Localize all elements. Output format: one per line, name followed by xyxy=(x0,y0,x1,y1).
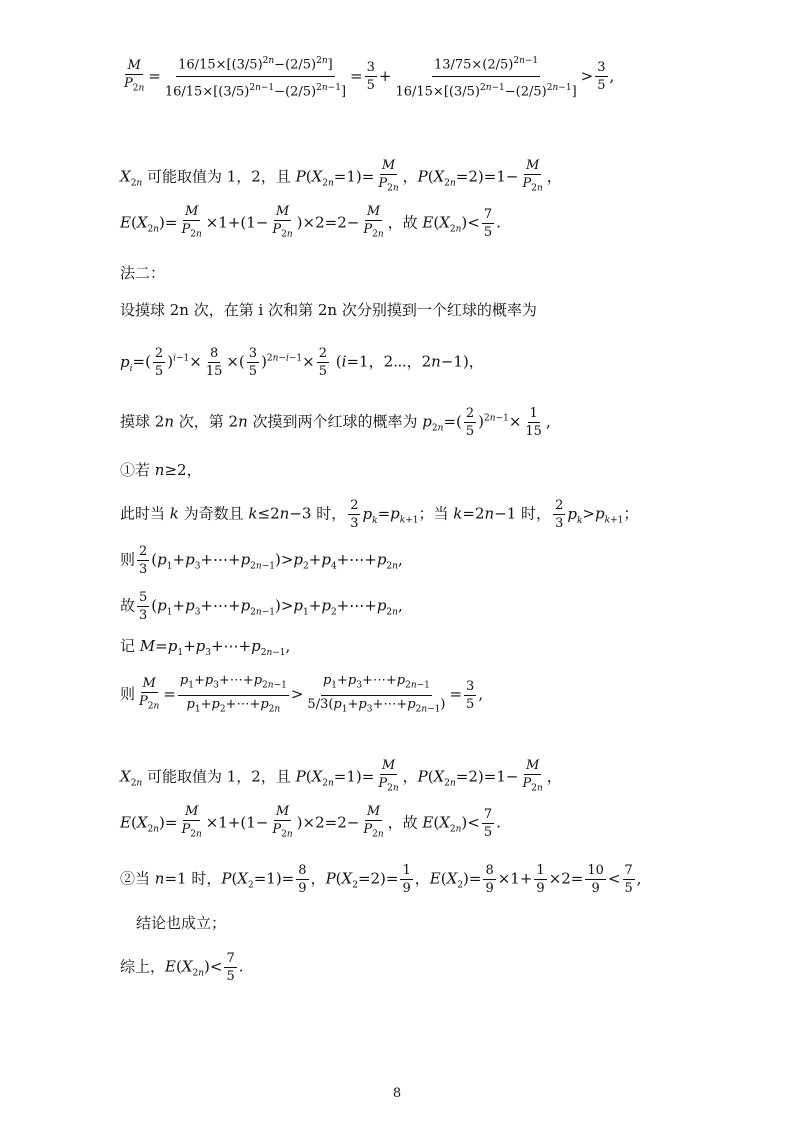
fraction: $\frac{M}{P_{2n}}$ xyxy=(139,675,160,712)
text-line-3: $E(X_{2n})=$ $\frac{M}{P_{2n}}$ ×1+(1− $\frac{M}{P_{2n}}$ )×2=2− $\frac{M}{P_{2n}}$ ，故 $E(X_{2n})<$ $\frac{7}{5}$ . xyxy=(120,203,501,244)
fraction: $\frac{M}{P_{2n}}$ xyxy=(272,804,293,840)
fraction: $\frac{p_1+p_3+\cdots+p_{2n-1}}{5/3(p_1+p_3+\cdots+p_{2n-1})}$ xyxy=(307,673,446,715)
page-number: 8 xyxy=(392,1086,402,1101)
fraction: $\frac{13/75\times(2/5)^{2n-1}}{16/15\times[(3/5)^{2n-1}-(2/5)^{2n-1}]}$ xyxy=(393,50,578,104)
fraction: $\frac{2}{5}$ xyxy=(465,406,475,439)
fraction: $\frac{2}{5}$ xyxy=(154,346,164,379)
fraction: $\frac{16/15\times[(3/5)^{2n}-(2/5)^{2n}]}{16/15\times[(3/5)^{2n-1}-(2/5)^{2n-1}]}$ xyxy=(163,50,348,104)
fraction: $\frac{M}{P_{2n}}$ xyxy=(378,158,399,194)
fraction: $\frac{7}{5}$ xyxy=(483,806,493,840)
text-line-5: 设摸球 2n 次，在第 i 次和第 2n 次分别摸到一个红球的概率为 xyxy=(120,301,537,319)
fraction: $\frac{M}{P_{2n}}$ xyxy=(181,204,202,240)
case-two-line: ②当 n=1 时，$P(X_2=1)=$ $\frac{8}{9}$ ，$P(X_2=2)=$ $\frac{1}{9}$ ，$E(X_2)=$ $\frac{8}{9}$ ×1+ $\frac{1}{9}$ ×2= $\frac{10}{9}$ < $\frac{7}{5}$ , xyxy=(120,863,642,896)
equation-line-1: $\frac{M}{P_{2n}}$ = $\frac{16/15\times[(3/5)^{2n}-(2/5)^{2n}]}{16/15\times[(3/5)^{2n-1}-(2/5)^{2n-1}]}$ = $\frac{3}{5}$ + $\frac{13/75\times(2/5)^{2n-1}}{16/15\times[(3/5)^{2n-1}-(2/5)^{2n-1}]}$ > $\frac{3}{5}$ , xyxy=(120,50,614,104)
fraction: $\frac{1}{15}$ xyxy=(525,406,542,439)
text-line-11: 故 $\frac{5}{3}$ $(p_1+p_3+\cdots+p_{2n-1})>p_1+p_2+\cdots+p_{2n}$, xyxy=(120,590,403,623)
fraction: $\frac{8}{9}$ xyxy=(485,863,494,896)
fraction: $\frac{M}{P_{2n}}$ xyxy=(378,758,399,794)
fraction: $\frac{M}{P_{2n}}$ xyxy=(181,804,202,840)
text-line-9: 此时当 k 为奇数且 k≤2n−3 时， $\frac{2}{3}$ $p_k=p_{k+1}$；当 k=2n−1 时， $\frac{2}{3}$ $p_k>p_{k+1}$； xyxy=(120,498,639,531)
fraction: $\frac{1}{9}$ xyxy=(402,863,411,896)
equation-line-13: 则 $\frac{M}{P_{2n}}$ = $\frac{p_1+p_3+\cdots+p_{2n-1}}{p_1+p_2+\cdots+p_{2n}}$ > $\frac{p_1+p_3+\cdots+p_{2n-1}}{5/3(p_1+p_3+\cdots+p_{2n-1})}$ = $\frac{3}{5}$ , xyxy=(120,672,483,718)
fraction: $\frac{8}{15}$ xyxy=(205,346,223,379)
text-line-15: $E(X_{2n})=$ $\frac{M}{P_{2n}}$ ×1+(1− $\frac{M}{P_{2n}}$ )×2=2− $\frac{M}{P_{2n}}$ ，故 $E(X_{2n})<$ $\frac{7}{5}$ . xyxy=(120,803,501,844)
text-line-2: $X_{2n}$ 可能取值为 1，2，且 $P(X_{2n}=1)=$ $\frac{M}{P_{2n}}$ ，$P(X_{2n}=2)=1-$ $\frac{M}{P_{2n}}$ ， xyxy=(120,157,562,198)
fraction: $\frac{2}{5}$ xyxy=(318,346,328,379)
fraction: $\frac{3}{5}$ xyxy=(466,678,475,712)
fraction: $\frac{p_1+p_3+\cdots+p_{2n-1}}{p_1+p_2+\cdots+p_{2n}}$ xyxy=(179,673,287,715)
fraction: $\frac{2}{3}$ xyxy=(350,498,359,531)
text-line-7: 摸球 2n 次，第 2n 次摸到两个红球的概率为 $p_{2n}=$( $\frac{2}{5}$ )$^{2n-1}$× $\frac{1}{15}$ , xyxy=(120,406,551,439)
text-line-14: $X_{2n}$ 可能取值为 1，2，且 $P(X_{2n}=1)=$ $\frac{M}{P_{2n}}$ ，$P(X_{2n}=2)=1-$ $\frac{M}{P_{2n}}$ ， xyxy=(120,757,562,798)
fraction: $\frac{3}{5}$ xyxy=(597,60,606,94)
fraction: $\frac{M}{P_{2n}}$ xyxy=(363,804,384,840)
fraction: $\frac{7}{5}$ xyxy=(624,863,633,896)
case-one-heading: ①若 n≥2， xyxy=(120,461,202,479)
method-two-heading: 法二： xyxy=(120,264,166,282)
text-line-10: 则 $\frac{2}{3}$ $(p_1+p_3+\cdots+p_{2n-1})>p_2+p_4+\cdots+p_{2n}$, xyxy=(120,544,403,577)
fraction: $\frac{10}{9}$ xyxy=(587,863,604,896)
fraction: $\frac{8}{9}$ xyxy=(298,863,307,896)
fraction: $\frac{M}{P_{2n}}$ xyxy=(363,204,384,240)
text-line-17: 结论也成立； xyxy=(136,914,227,932)
fraction: $\frac{3}{5}$ xyxy=(366,60,375,94)
equation-line-6: $p_i=$( $\frac{2}{5}$ )$^{i-1}$× $\frac{8}{15}$ ×( $\frac{3}{5}$ )$^{2n-i-1}$× $\frac{2}{5}$ (i=1，2⋯，2n−1)， xyxy=(120,346,484,379)
fraction: $\frac{M}{P_{2n}}$ xyxy=(522,758,543,794)
fraction: $\frac{7}{5}$ xyxy=(226,951,235,984)
fraction: $\frac{M}{P_{2n}}$ xyxy=(272,204,293,240)
fraction: $\frac{3}{5}$ xyxy=(248,346,258,379)
fraction: $\frac{2}{3}$ xyxy=(555,498,564,531)
fraction: $\frac{1}{9}$ xyxy=(536,863,545,896)
fraction: $\frac{M}{P_{2n}}$ xyxy=(124,57,145,94)
fraction: $\frac{7}{5}$ xyxy=(483,206,493,240)
conclusion-line: 综上，$E(X_{2n})<$ $\frac{7}{5}$ . xyxy=(120,951,244,984)
fraction: $\frac{5}{3}$ xyxy=(139,590,148,623)
fraction: $\frac{2}{3}$ xyxy=(139,544,148,577)
text-line-12: 记 $M=p_1+p_3+\cdots+p_{2n-1}$, xyxy=(120,637,291,658)
fraction: $\frac{M}{P_{2n}}$ xyxy=(522,158,543,194)
